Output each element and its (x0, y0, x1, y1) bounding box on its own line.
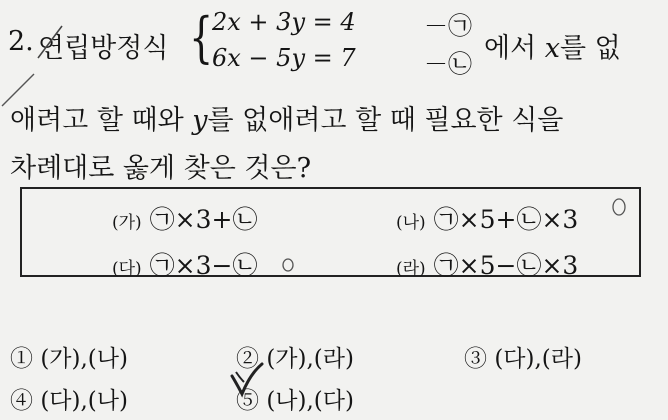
box-item-expr: ㉠×5−㉡×3 (433, 251, 579, 280)
answer-text: (다),(나) (40, 388, 128, 414)
answer-number: ① (10, 346, 33, 372)
answer-text: (가),(라) (266, 346, 354, 372)
answer-option-3[interactable] (464, 340, 582, 373)
question-number: 2. (8, 26, 34, 57)
box-item-label: (라) (396, 259, 426, 279)
box-item-label: (가) (112, 213, 142, 233)
question-line2: 애려고 할 때와 𝑦를 없애려고 할 때 필요한 식을 (10, 105, 564, 136)
equation-2 (212, 44, 356, 72)
question-line1-tail: 에서 𝑥를 없 (484, 33, 621, 64)
equation-1-marker: －㉠ (424, 12, 472, 40)
answer-number: ④ (10, 388, 33, 414)
box-item-expr: ㉠×3+㉡ (149, 205, 258, 234)
handwritten-circle-mark-2 (610, 196, 628, 218)
pen-stroke-mark (34, 22, 74, 62)
box-item-ga (112, 200, 257, 236)
answer-text: (다),(라) (494, 346, 582, 372)
box-item-label: (다) (112, 259, 142, 279)
equation-2-marker: －㉡ (424, 50, 472, 78)
equation-1-expr: 2x + 3y = 4 (212, 8, 356, 36)
answer-number: ② (236, 346, 259, 372)
box-item-expr: ㉠×5+㉡×3 (433, 205, 579, 234)
equation-brace: { (189, 6, 214, 69)
answer-number: ③ (464, 346, 487, 372)
answer-option-1[interactable] (10, 340, 128, 373)
box-item-da (112, 246, 257, 282)
equation-1 (212, 8, 356, 36)
handwritten-circle-mark (280, 256, 296, 274)
box-item-ra (396, 246, 578, 282)
answer-text: (가),(나) (40, 346, 128, 372)
box-item-expr: ㉠×3−㉡ (149, 251, 258, 280)
question-line3: 차례대로 옳게 찾은 것은? (10, 153, 312, 184)
question-lead: 연립방정식 (38, 33, 169, 64)
box-item-na (396, 200, 578, 236)
answer-number: ⑤ (236, 388, 259, 414)
check-mark-icon (226, 360, 266, 402)
answer-option-4[interactable] (10, 382, 128, 415)
box-item-label: (나) (396, 213, 426, 233)
answer-text: (나),(다) (266, 388, 354, 414)
equation-2-expr: 6x − 5y = 7 (212, 44, 356, 72)
